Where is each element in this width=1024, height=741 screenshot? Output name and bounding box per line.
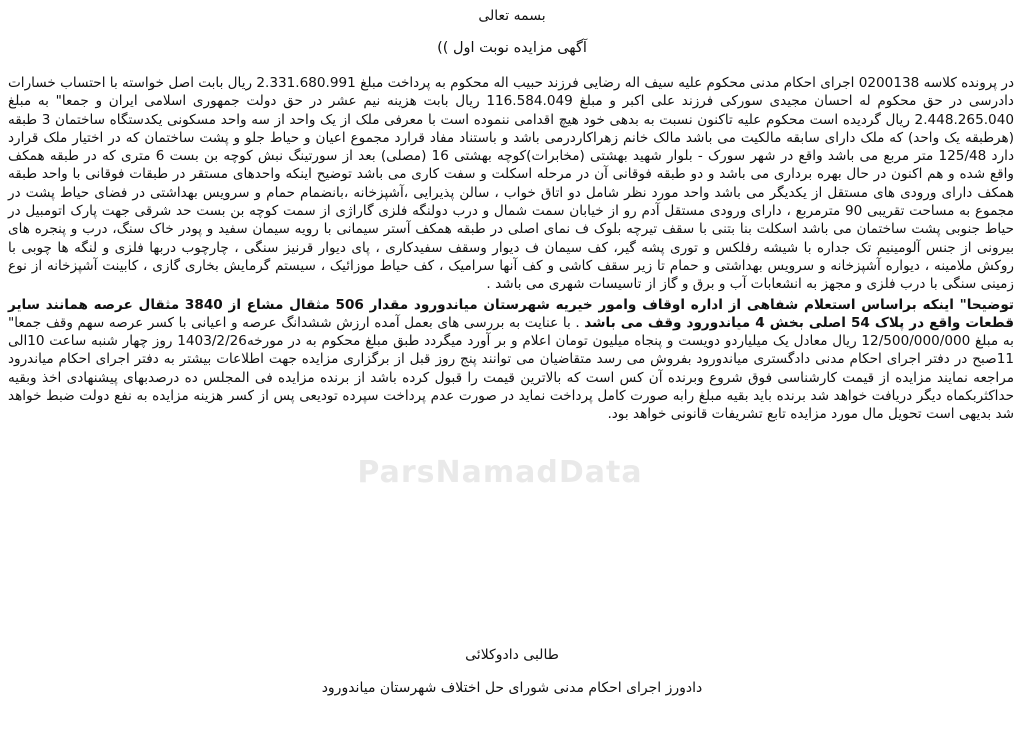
endowment-note: توضیحا" اینکه براساس استعلام شفاهی از اداره اوقاف وامور خیریه شهرستان میاندورود مقدار 506 مثقال مشاع از 3840 مثقال عرصه همانند سایر قطعات واقع در پلاک 54 اصلی بخش 4 میاندورود وقف می باشد	[8, 296, 1014, 331]
signatory-name: طالبی دادوکلائی	[465, 647, 559, 663]
notice-body	[8, 74, 1014, 424]
paragraph-property-description: در پرونده کلاسه 0200138 اجرای احکام مدنی محکوم علیه سیف اله رضایی فرزند حبیب اله محکوم به پرداخت مبلغ 2.331.680.991 ریال بابت اصل خواسته با احتساب خسارات دادرسی در حق محکوم له احسان مجیدی سورکی فرزند علی اکبر و مبلغ 116.584.049 ریال بابت هزینه نیم عشر در حق دولت جمهوری اسلامی ایران و جمعا" به مبلغ 2.448.265.040 ریال گردیده است محکوم علیه تاکنون نسبت به بدهی خود هیچ اقدامی ننموده است با معرفی ملک از یک واحد از سه واحد مسکونی یکدستگاه ساختمان 3 طبقه (هرطبقه یک واحد) که ملک دارای سابقه مالکیت می باشد مالک خانم زهراکاردرمی باشد و باستناد مفاد قرارد مجموع اعیان و حیاط جلو و پشت ساختمان که در اختیار ملک قرارد دارد 125/48 متر مربع می باشد واقع در شهر سورک - بلوار شهید بهشتی (مخابرات)کوچه بهشتی 16 (مصلی) بعد از سورتینگ نبش کوچه بن بست 6 متری که در طبقه همکف واقع شده و هم اکنون در حال بهره برداری می باشد و دو طبقه فوقانی آن در مرحله اسکلت و سفت کاری می باشد توضیح اینکه واحدهای مستقر در طبقات فوقانی با واحد طبقه همکف دارای ورودی های مستقل از یکدیگر می باشد واحد مورد نظر شامل دو اتاق خواب ، سالن پذیرایی ،آشپزخانه ،بانضمام حمام و سرویس بهداشتی در فضای حیاط پشت در مجموع به مساحت تقریبی 90 مترمربع ، دارای ورودی مستقل آدم رو از خیابان سمت شمال و درب دولنگه فلزی گاراژی از سمت کوچه بن بست حد شرقی جهت پارک اتومبیل در حیاط جنوبی پشت ساختمان می باشد اسکلت بنا بتنی با سقف تیرچه بلوک ف نمای اصلی در طبقه همکف آستر سیمانی با رویه سیمان سفید و پودر خاک سنگ، درب و پنجره های بیرونی از جنس آلومینیم تک جداره با شیشه رفلکس و توری پشه گیر، کف سیمان ف دیوار وسقف سفیدکاری ، پای دیوار قرنیز سنگی ، چارچوب دربها فلزی و لنگه ها چوبی با روکش ملامینه ، دیواره آشپزخانه و سرویس بهداشتی و حمام تا زیر سقف کاشی و کف آنها سرامیک ، کف حیاط موزائیک ، سیستم گرمایش بخاری گازی ، کابینت آشپزخانه از نوع زمینی سنگی با درب فلزی و مجهز به انشعابات آب و برق و گاز از تاسیسات شهری می باشد .	[8, 75, 1015, 293]
notice-title: آگهی مزایده نوبت اول ))	[437, 40, 587, 56]
watermark-text: ParsNamadData	[357, 455, 643, 490]
signatory-role: دادورز اجرای احکام مدنی شورای حل اختلاف شهرستان میاندورود	[321, 680, 703, 696]
auction-terms-text: . با عنایت به بررسی های بعمل آمده ارزش ششدانگ عرصه و اعیانی با کسر عرصه سهم وقف جمعا" به مبلغ 12/500/000/000 ریال معادل یک میلیاردو دویست و پنجاه میلیون تومان اعلام و بر آورد میگردد طبق مبلغ محکوم به در مورخه1403/2/26 روز چهار شنبه ساعت 10الی 11صبح در دفتر اجرای احکام مدنی دادگستری میاندورود بفروش می رسد متقاضیان می توانند پنج روز قبل از برگزاری مزایده جهت اطلاعات بیشتر به دفتر اجرای احکام میاندرود مراجعه نمایند مزایده از قیمت کارشناسی فوق شروع وبرنده آن کس است که بالاترین قیمت را قبول کرده باشد از برنده مزایده فی المجلس ده درصدبهای پیشنهادی اخذ وبقیه حداکثربکماه دیگر دریافت خواهد شد برنده باید بقیه مبلغ رابه صورت کامل پرداخت نماید در صورت عدم پرداخت سپرده تودیعی پس از کسر هزینه مزایده به نفع دولت ضبط خواهد شد بدیهی است تحویل مال مورد مزایده تابع تشریفات قانونی خواهد بود.	[8, 314, 1014, 423]
paragraph-auction-terms	[8, 296, 1014, 424]
basmala-heading: بسمه تعالی	[478, 8, 546, 24]
